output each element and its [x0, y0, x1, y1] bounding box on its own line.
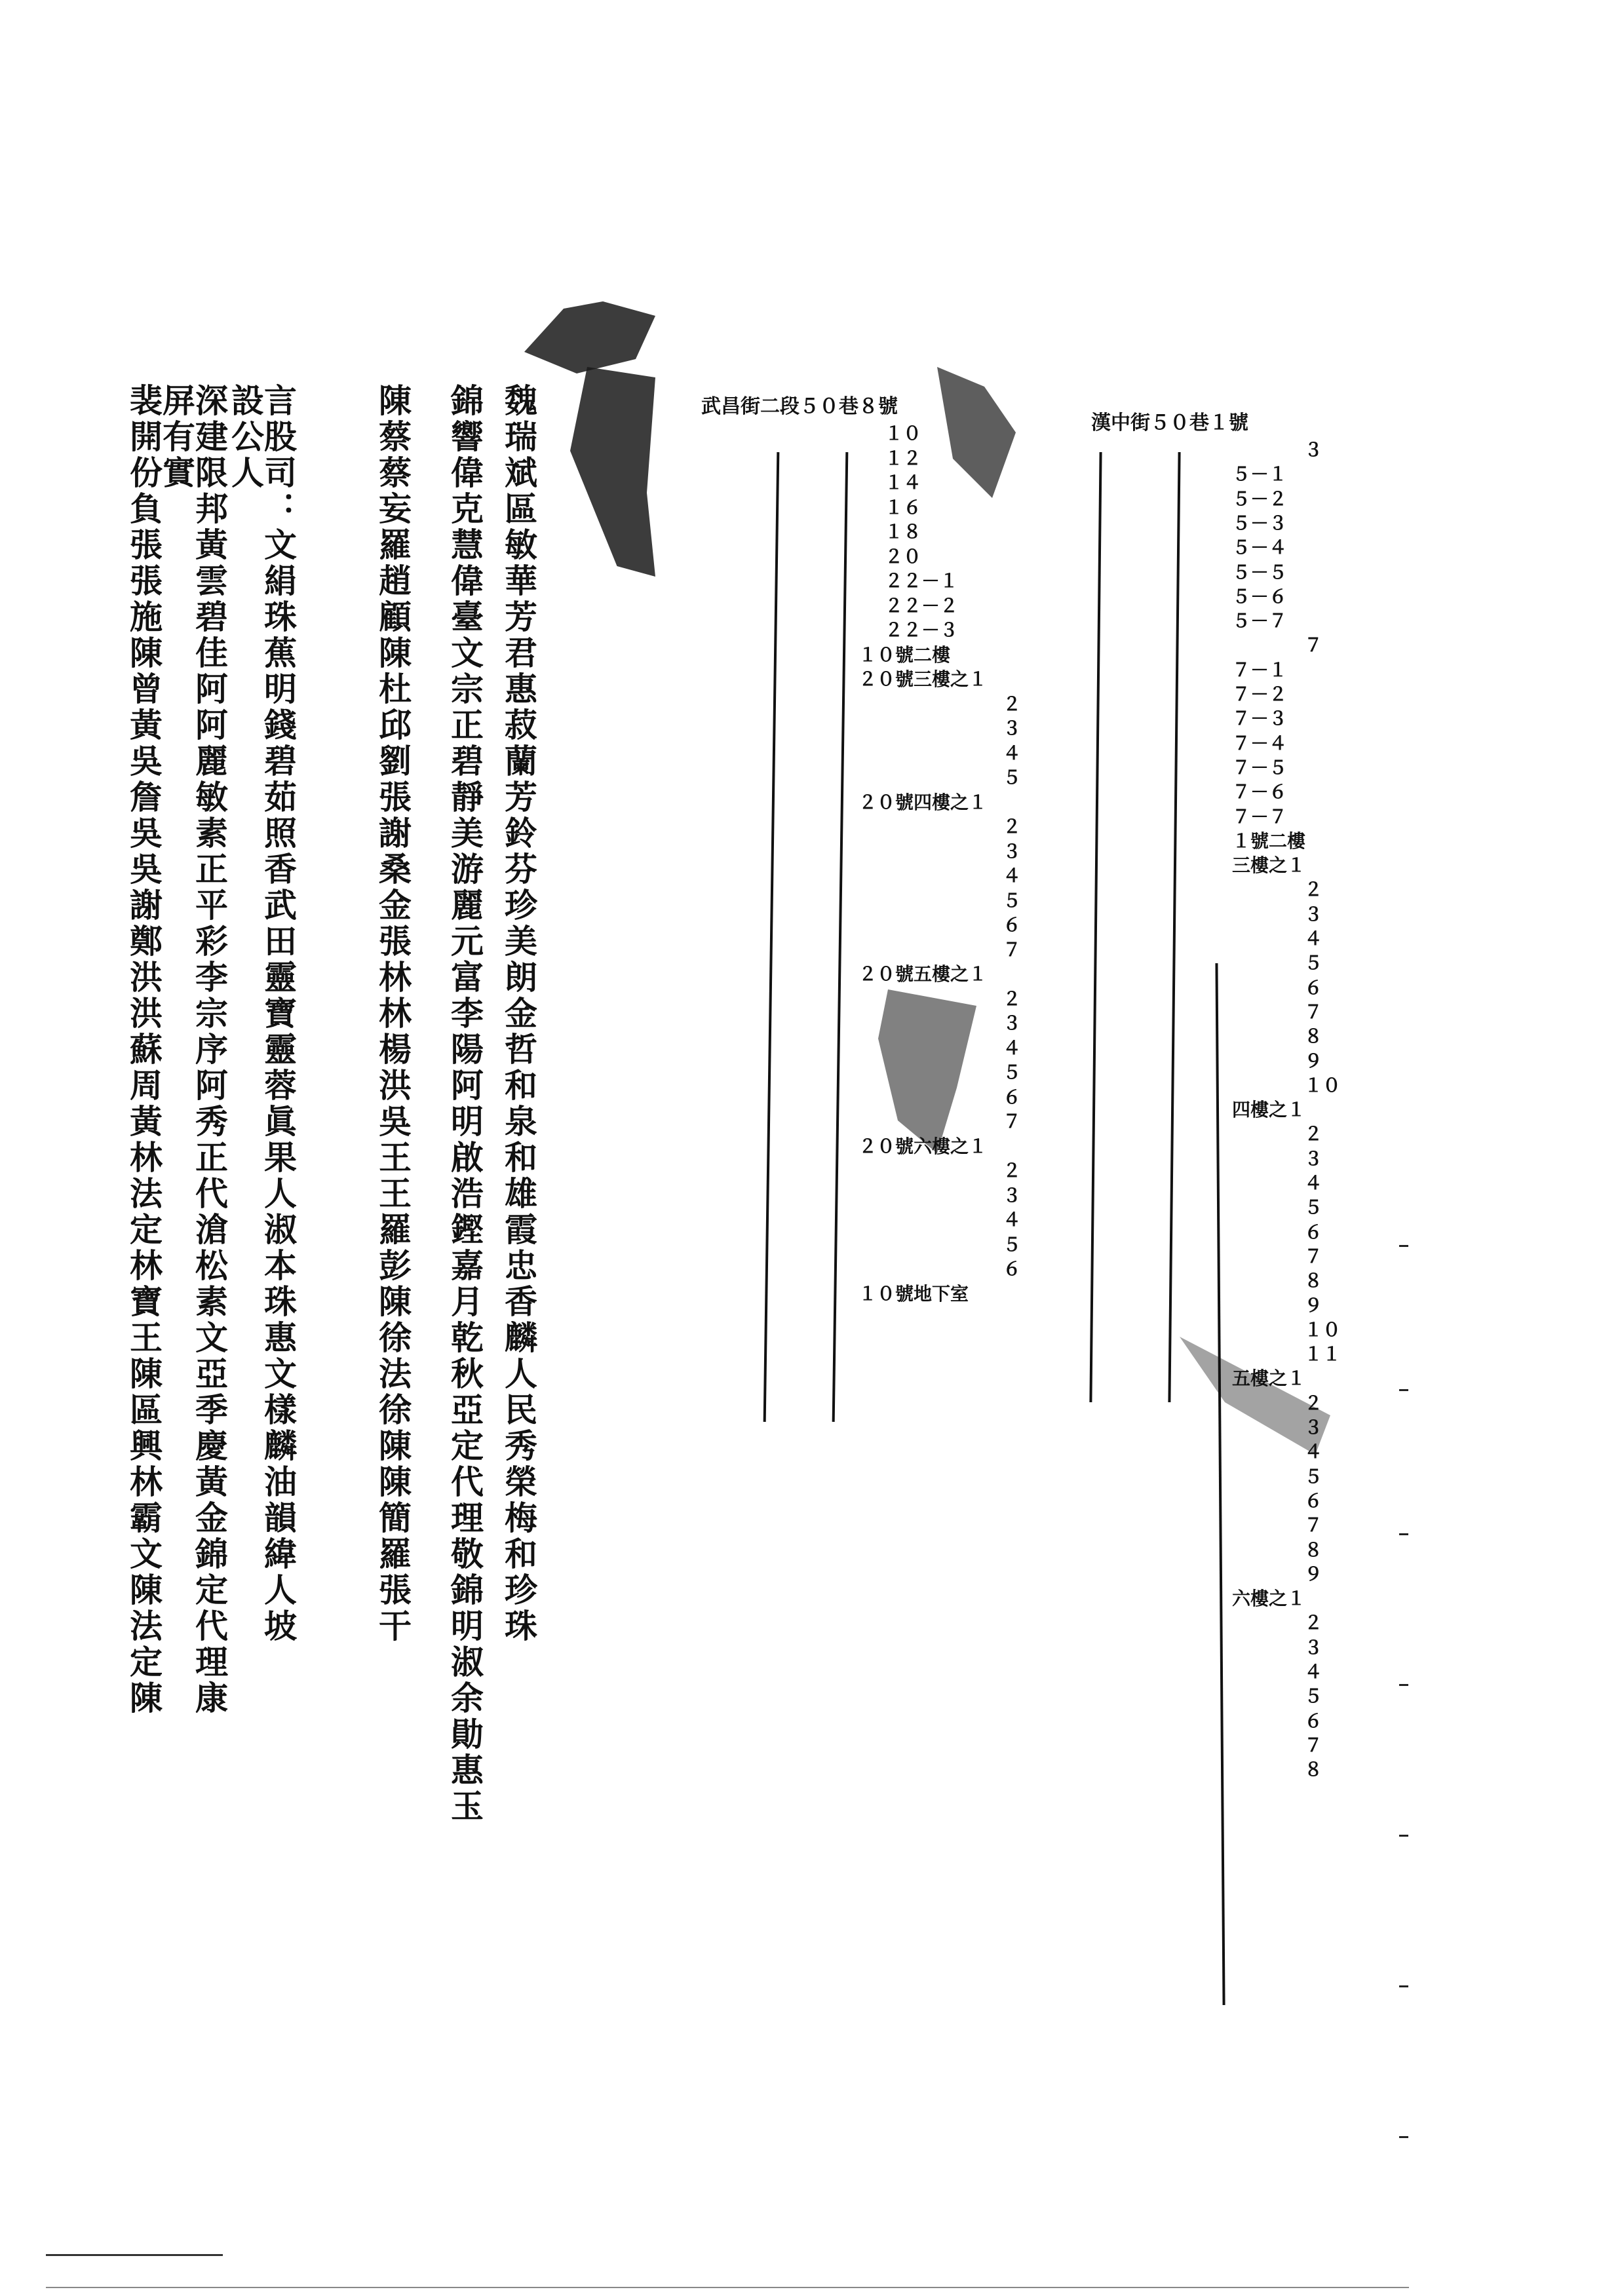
unit-number: ５ — [1003, 767, 1022, 788]
address-2-title: 漢中街５０巷１號 — [1091, 411, 1248, 434]
unit-number: ５－６ — [1232, 585, 1288, 607]
text-column-8: 裴開份負張張施陳曾黃吳詹吳吳謝鄭洪洪蘇周黃林法定林寶王陳區興林霸文陳法定陳 — [125, 383, 163, 1717]
bottom-rule-thin — [46, 2287, 1409, 2288]
unit-number: ５ — [1304, 1685, 1323, 1708]
unit-number: ５－４ — [1232, 537, 1288, 559]
unit-number: １０ — [1304, 1074, 1341, 1096]
unit-number: ８ — [1304, 1759, 1323, 1781]
unit-number: ７－５ — [1232, 756, 1288, 778]
ink-stain-mid — [937, 367, 1016, 498]
unit-number: ２ — [1304, 1123, 1323, 1145]
unit-number: １８ — [885, 521, 922, 543]
text-column-3: 陳蔡蔡妄羅趙顧陳杜邱劉張謝桑金張林林楊洪吳王王羅彭陳徐法徐陳陳簡羅張干 — [374, 383, 412, 1645]
unit-number: ５ — [1003, 1233, 1022, 1255]
unit-number: ３ — [1304, 1417, 1323, 1438]
margin-tick — [1399, 1533, 1408, 1535]
bracket-line — [1089, 452, 1102, 1402]
unit-number: ２ — [1003, 816, 1022, 837]
ink-stain-header — [570, 367, 655, 577]
unit-number: ２０號四樓之１ — [858, 791, 988, 813]
unit-number: ４ — [1003, 742, 1022, 764]
unit-number: ２２－２ — [885, 594, 959, 617]
unit-number: ５－２ — [1232, 488, 1288, 510]
text-column-6: 深建限邦黃雲碧佳阿阿麗敏素正平彩李宗序阿秀正代滄松素文亞季慶黃金錦定代理康 — [190, 383, 229, 1717]
text-column-4: 言股司：文絹珠蕉明錢碧茹照香武田靈寶靈蓉眞果人淑本珠惠文樣麟油韻緯人坡 — [259, 383, 298, 1645]
unit-number: ６ — [1304, 976, 1323, 999]
unit-number: ７ — [1304, 1734, 1323, 1756]
unit-number: ２０號六樓之１ — [858, 1135, 988, 1157]
unit-number: １４ — [885, 472, 922, 493]
unit-number: ５ — [1304, 1196, 1323, 1219]
unit-number: ７－６ — [1232, 781, 1288, 803]
unit-number: ６ — [1003, 914, 1022, 936]
unit-number: ４ — [1304, 1172, 1323, 1194]
unit-number: １０號二樓 — [858, 643, 951, 666]
margin-tick — [1399, 1835, 1408, 1837]
unit-number: ２０號五樓之１ — [858, 963, 988, 985]
text-column-2: 錦響偉克慧偉臺文宗正碧靜美游麗元富李陽阿明啟浩鏗嘉月乾秋亞定代理敬錦明淑余勛惠玉 — [446, 383, 484, 1825]
margin-tick — [1399, 1245, 1408, 1247]
unit-number: ２ — [1304, 1392, 1323, 1414]
unit-number: ２ — [1003, 1160, 1022, 1181]
unit-number: １號二樓 — [1232, 830, 1306, 852]
unit-number: ８ — [1304, 1539, 1323, 1561]
unit-number: ５ — [1304, 952, 1323, 974]
bracket-line — [1168, 452, 1180, 1402]
unit-number: １２ — [885, 447, 922, 469]
unit-number: ９ — [1304, 1294, 1323, 1316]
unit-number: ９ — [1304, 1563, 1323, 1585]
unit-number: ７－７ — [1232, 805, 1288, 828]
margin-tick — [1399, 2136, 1408, 2138]
text-column-1: 魏瑞斌區敏華芳君惠菽蘭芳鈴芬珍美朗金哲和泉和雄霞忠香麟人民秀榮梅和珍珠 — [499, 383, 538, 1645]
unit-number: ７ — [1304, 1001, 1323, 1023]
text-column-5: 設公人 — [226, 383, 265, 491]
unit-number: ７－３ — [1232, 708, 1288, 730]
unit-number: ５－５ — [1232, 561, 1288, 583]
ink-stain-lower — [878, 989, 976, 1153]
unit-number: 四樓之１ — [1232, 1099, 1306, 1121]
unit-number: ５ — [1304, 1465, 1323, 1487]
unit-number: ５－７ — [1232, 610, 1288, 632]
unit-number: ３ — [1304, 903, 1323, 925]
unit-number: ６ — [1304, 1221, 1323, 1243]
text-column-7: 屏有實 — [157, 383, 196, 491]
unit-number: ２ — [1003, 693, 1022, 715]
unit-number: ８ — [1304, 1270, 1323, 1292]
unit-number: １０ — [885, 423, 922, 444]
address-1-title: 武昌街二段５０巷８號 — [701, 395, 898, 418]
bottom-rule — [46, 2254, 223, 2256]
margin-tick — [1399, 1684, 1408, 1686]
unit-number: ６ — [1304, 1489, 1323, 1512]
unit-number: 六樓之１ — [1232, 1588, 1306, 1610]
ink-stain-top — [524, 301, 655, 373]
unit-number: ３ — [1304, 439, 1323, 461]
unit-number: ２ — [1003, 987, 1022, 1010]
unit-number: ７ — [1003, 938, 1022, 961]
unit-number: ３ — [1003, 840, 1022, 862]
bracket-line — [763, 452, 780, 1422]
unit-number: ７－４ — [1232, 732, 1288, 754]
unit-number: ３ — [1003, 1184, 1022, 1206]
unit-number: ３ — [1003, 1012, 1022, 1034]
unit-number: １６ — [885, 496, 922, 518]
unit-number: １１ — [1304, 1343, 1341, 1366]
bracket-line — [832, 452, 849, 1422]
unit-number: ４ — [1304, 1661, 1323, 1683]
margin-tick — [1399, 1389, 1408, 1391]
unit-number: ４ — [1304, 928, 1323, 949]
unit-number: ７－２ — [1232, 683, 1288, 705]
unit-number: ４ — [1003, 1209, 1022, 1231]
unit-number: ４ — [1003, 865, 1022, 887]
unit-number: ２ — [1304, 879, 1323, 901]
unit-number: ２ — [1304, 1612, 1323, 1634]
bracket-line — [1215, 963, 1225, 2005]
margin-tick — [1399, 1985, 1408, 1987]
unit-number: ３ — [1304, 1147, 1323, 1170]
unit-number: ３ — [1003, 718, 1022, 739]
unit-number: ７ — [1304, 634, 1323, 657]
unit-number: 五樓之１ — [1232, 1368, 1306, 1390]
unit-number: ５ — [1003, 1062, 1022, 1083]
unit-number: ３ — [1304, 1636, 1323, 1658]
unit-number: ５ — [1003, 889, 1022, 911]
unit-number: ２２－１ — [885, 570, 959, 592]
unit-number: １０ — [1304, 1318, 1341, 1341]
unit-number: ６ — [1003, 1086, 1022, 1108]
unit-number: ２２－３ — [885, 619, 959, 641]
unit-number: ６ — [1304, 1710, 1323, 1732]
unit-number: ２０ — [885, 545, 922, 567]
unit-number: ７ — [1003, 1111, 1022, 1132]
unit-number: ６ — [1003, 1258, 1022, 1280]
unit-number: ７ — [1304, 1245, 1323, 1267]
unit-number: ４ — [1003, 1037, 1022, 1059]
unit-number: ７－１ — [1232, 659, 1288, 681]
unit-number: 三樓之１ — [1232, 854, 1306, 877]
unit-number: ２０號三樓之１ — [858, 668, 988, 690]
unit-number: １０號地下室 — [858, 1282, 969, 1305]
unit-number: ８ — [1304, 1025, 1323, 1048]
unit-number: ５－１ — [1232, 463, 1288, 486]
unit-number: ４ — [1304, 1441, 1323, 1463]
unit-number: ７ — [1304, 1514, 1323, 1537]
unit-number: ５－３ — [1232, 512, 1288, 534]
unit-number: ９ — [1304, 1050, 1323, 1072]
